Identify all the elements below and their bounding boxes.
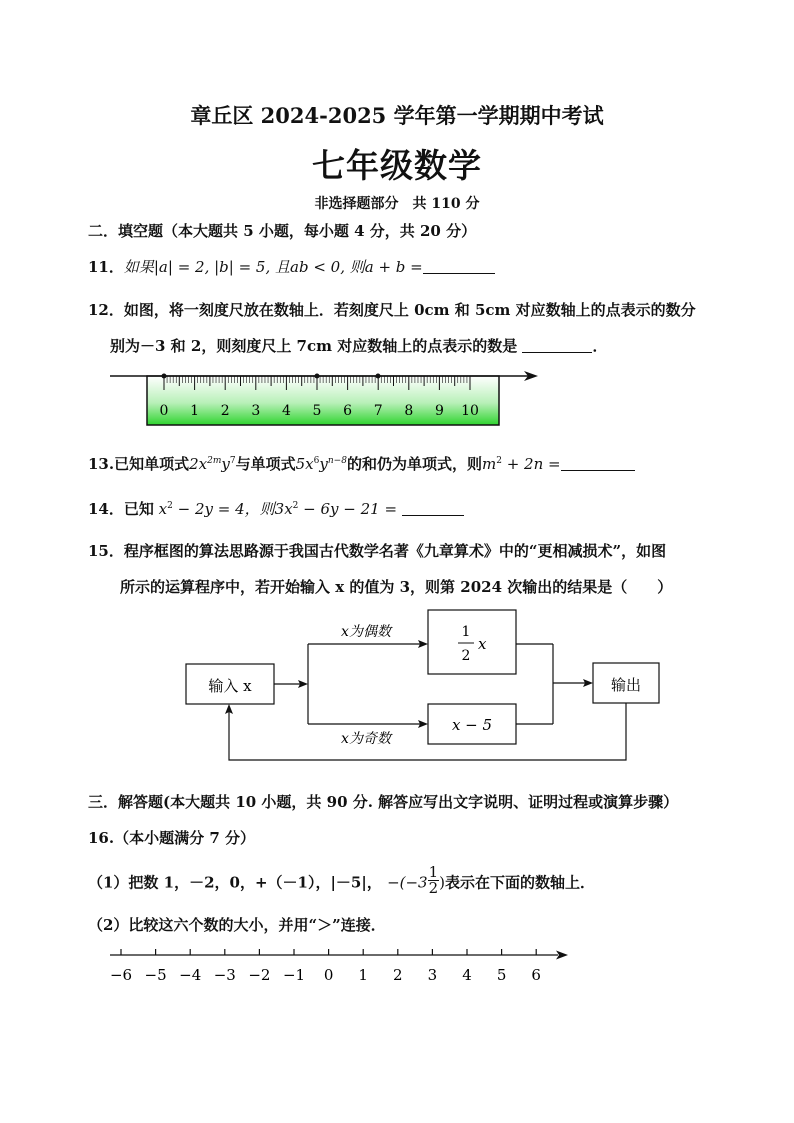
ruler-label: 9 bbox=[434, 403, 444, 419]
axis-ticks bbox=[121, 949, 536, 955]
q13-monomial-1: 2x bbox=[189, 455, 208, 473]
q14-expr-rest: − 6y − 21 = bbox=[298, 500, 398, 518]
question-12-line2 bbox=[110, 336, 607, 356]
q14-cond-exp: 2 bbox=[167, 501, 173, 511]
q13-mono1-exp2: 7 bbox=[229, 456, 236, 466]
q16-part1-tail: 表示在下面的数轴上． bbox=[445, 873, 596, 892]
question-15-line2: 所示的运算程序中，若开始输入 x 的值为 3，则第 2024 次输出的结果是（ ） bbox=[120, 578, 673, 596]
axis-label: −6 bbox=[109, 966, 133, 984]
q16-score: （本小题满分 7 分） bbox=[114, 829, 255, 847]
input-label: 输入 x bbox=[208, 677, 252, 695]
axis-label: 6 bbox=[531, 966, 541, 984]
q16-expr-post: ) bbox=[439, 873, 446, 892]
axis-label: 4 bbox=[462, 966, 472, 984]
point-5cm bbox=[315, 374, 320, 379]
ruler-label: 5 bbox=[312, 403, 322, 419]
point-7cm bbox=[376, 374, 381, 379]
q12-answer-blank[interactable] bbox=[522, 338, 592, 353]
ruler-label: 2 bbox=[220, 403, 230, 419]
ruler-figure bbox=[110, 366, 540, 430]
axis-label: −1 bbox=[282, 966, 306, 984]
q13-answer-blank[interactable] bbox=[561, 456, 635, 471]
odd-condition-label: x为奇数 bbox=[341, 731, 391, 747]
q14-cond: x bbox=[158, 500, 168, 518]
q11-text: 如果|a| = 2, |b| = 5, 且ab < 0, 则a + b = bbox=[123, 258, 423, 276]
q13-expr-rest: + 2n = bbox=[501, 455, 561, 473]
axis-label: 5 bbox=[496, 966, 507, 984]
section3-heading: 三．解答题(本大题共 10 小题，共 90 分. 解答应写出文字说明、证明过程或演算步骤） bbox=[88, 793, 679, 811]
q15-number: 15． bbox=[88, 542, 124, 560]
q13-number: 13. bbox=[88, 455, 115, 473]
question-13 bbox=[88, 451, 635, 474]
even-op-variable: x bbox=[478, 635, 487, 653]
axis-label: 1 bbox=[358, 966, 368, 984]
exam-title: 章丘区 2024-2025 学年第一学期期中考试 bbox=[190, 103, 604, 128]
q12-line1: 如图，将一刻度尺放在数轴上．若刻度尺上 0cm 和 5cm 对应数轴上的点表示的数分 bbox=[123, 301, 696, 319]
q12-end: ． bbox=[592, 337, 608, 355]
axis-label: −4 bbox=[179, 966, 202, 984]
axis-label: 2 bbox=[393, 966, 403, 984]
axis-label: 0 bbox=[323, 966, 334, 984]
ruler-label: 4 bbox=[281, 403, 291, 419]
ruler-label: 7 bbox=[373, 403, 383, 419]
subject-title: 七年级数学 bbox=[312, 146, 482, 185]
q12-line2: 别为－3 和 2，则刻度尺上 7cm 对应数轴上的点表示的数是 bbox=[110, 337, 518, 355]
q13-text-c: 的和仍为单项式，则 bbox=[346, 455, 482, 473]
question-12 bbox=[88, 300, 696, 320]
even-op-box bbox=[428, 610, 516, 674]
q16-part2: （2）比较这六个数的大小，并用“＞”连接． bbox=[88, 916, 386, 934]
q13-text-b: 与单项式 bbox=[235, 455, 296, 473]
q14-expr-exp: 2 bbox=[292, 501, 299, 511]
output-label: 输出 bbox=[610, 676, 642, 694]
q14-answer-blank[interactable] bbox=[402, 501, 464, 516]
q13-mono2-exp2: n−8 bbox=[327, 456, 347, 466]
q14-text-a: 已知 bbox=[123, 500, 154, 518]
q13-monomial-2: 5x bbox=[295, 455, 314, 473]
q13-mono1-exp1: 2m bbox=[207, 456, 222, 466]
q14-cond-rest: − 2y = 4，则 bbox=[172, 500, 275, 518]
q16-part1-text: （1）把数 1，－2，0，+（－1），|－5|， bbox=[88, 873, 382, 892]
q13-expr: m bbox=[481, 455, 497, 473]
ruler-body bbox=[147, 376, 499, 425]
question-11 bbox=[88, 257, 495, 277]
q12-number: 12． bbox=[88, 301, 124, 319]
q16-number: 16. bbox=[88, 829, 115, 847]
ruler-label: 3 bbox=[251, 403, 261, 419]
even-op-numerator: 1 bbox=[461, 624, 471, 640]
q16-frac-numerator: 1 bbox=[428, 863, 439, 881]
question-15 bbox=[88, 541, 666, 561]
ruler-label: 8 bbox=[404, 403, 414, 419]
q13-expr-exp: 2 bbox=[496, 456, 502, 466]
point-0cm bbox=[162, 374, 167, 379]
q13-mono2-exp1: 6 bbox=[313, 456, 320, 466]
q11-answer-blank[interactable] bbox=[423, 259, 495, 274]
q14-number: 14． bbox=[88, 500, 124, 518]
q13-mono2-y: y bbox=[319, 455, 328, 473]
q13-text-a: 已知单项式 bbox=[114, 455, 190, 473]
odd-op-label: x − 5 bbox=[451, 716, 493, 734]
q15-line1: 程序框图的算法思路源于我国古代数学名著《九章算术》中的“更相减损术”，如图 bbox=[123, 542, 667, 560]
question-14 bbox=[88, 496, 464, 519]
q16-frac-denominator: 2 bbox=[428, 879, 439, 897]
axis-label: 3 bbox=[427, 966, 438, 984]
section-info: 非选择题部分 共 110 分 bbox=[314, 196, 480, 212]
flowchart bbox=[180, 602, 670, 772]
section2-heading: 二．填空题（本大题共 5 小题，每小题 4 分，共 20 分） bbox=[88, 222, 477, 240]
ruler-label: 0 bbox=[159, 403, 169, 419]
q14-expr: 3x bbox=[274, 500, 293, 518]
q11-number: 11． bbox=[88, 258, 124, 276]
ruler-label: 10 bbox=[461, 403, 479, 419]
axis-label: −3 bbox=[213, 966, 236, 984]
q13-mono1-y: y bbox=[221, 455, 230, 473]
axis-labels bbox=[110, 966, 541, 984]
axis-label: −2 bbox=[248, 966, 271, 984]
even-condition-label: x为偶数 bbox=[341, 624, 391, 640]
number-axis bbox=[100, 938, 580, 990]
ruler-label: 6 bbox=[343, 403, 353, 419]
ruler-label: 1 bbox=[190, 403, 200, 419]
axis-label: −5 bbox=[144, 966, 167, 984]
q16-mixed-fraction bbox=[428, 865, 440, 896]
q16-expr-pre: −(−3 bbox=[387, 873, 428, 892]
even-op-denominator: 2 bbox=[461, 648, 471, 664]
question-16 bbox=[88, 828, 255, 848]
q16-part1 bbox=[88, 863, 596, 897]
